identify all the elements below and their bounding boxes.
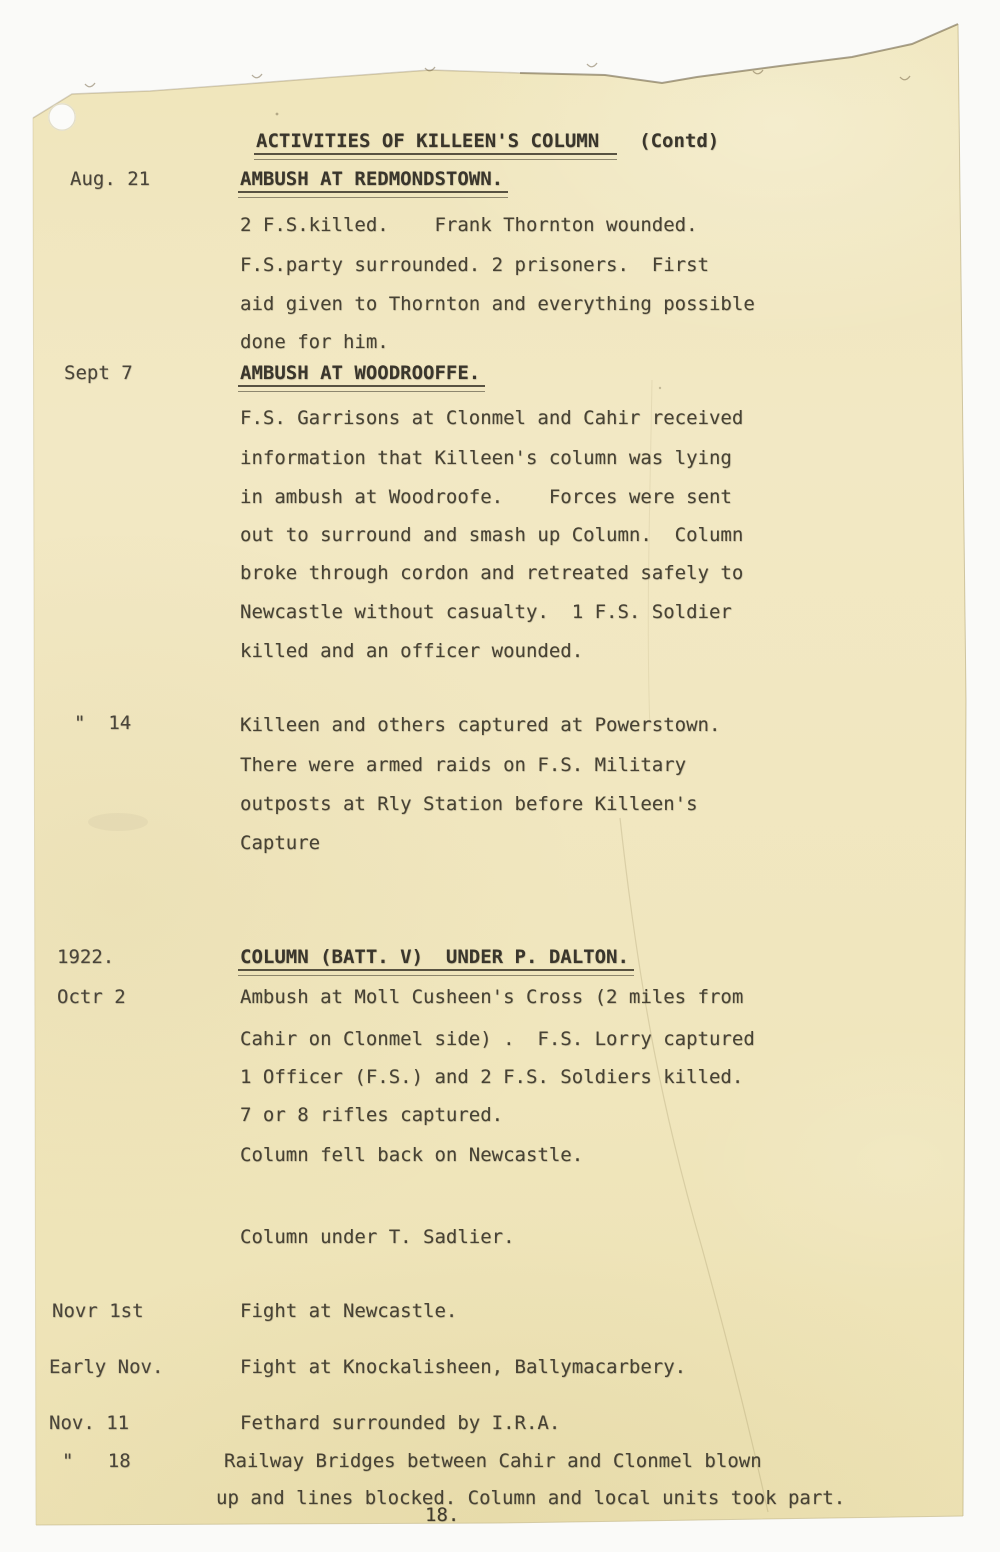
entry-date: Nov. 11 xyxy=(49,1412,130,1434)
entry-line: in ambush at Woodroofe. Forces were sent xyxy=(240,486,732,508)
entry-line: Fight at Newcastle. xyxy=(240,1300,458,1322)
entry-line: broke through cordon and retreated safely to xyxy=(240,562,744,584)
entry-line: F.S. Garrisons at Clonmel and Cahir received xyxy=(240,407,744,429)
entry-line: Capture xyxy=(240,832,321,854)
entry-date: Early Nov. xyxy=(49,1356,164,1378)
entry-line: Column under T. Sadlier. xyxy=(240,1226,515,1248)
page-number: 18. xyxy=(425,1504,460,1526)
entry-line: outposts at Rly Station before Killeen's xyxy=(240,793,698,815)
entry-line: 1 Officer (F.S.) and 2 F.S. Soldiers killed. xyxy=(240,1066,744,1088)
entry-year: 1922. xyxy=(57,946,115,968)
document-title-suffix: (Contd) xyxy=(639,130,720,152)
entry-line: Ambush at Moll Cusheen's Cross (2 miles from xyxy=(240,986,744,1008)
entry-line: There were armed raids on F.S. Military xyxy=(240,754,687,776)
entry-line: information that Killeen's column was lying xyxy=(240,447,732,469)
section-heading: AMBUSH AT REDMONDSTOWN. xyxy=(240,168,504,190)
entry-line: Fethard surrounded by I.R.A. xyxy=(240,1412,561,1434)
entry-date: " 18 xyxy=(62,1450,131,1472)
document-title-text: ACTIVITIES OF KILLEEN'S COLUMN xyxy=(256,130,600,152)
entry-line: killed and an officer wounded. xyxy=(240,640,584,662)
entry-line: Killeen and others captured at Powerstown. xyxy=(240,714,721,736)
entry-date: Novr 1st xyxy=(52,1300,144,1322)
document-title xyxy=(256,130,719,152)
entry-date: " 14 xyxy=(74,712,132,734)
entry-line: 7 or 8 rifles captured. xyxy=(240,1104,504,1126)
entry-date: Octr 2 xyxy=(57,986,126,1008)
entry-line: out to surround and smash up Column. Column xyxy=(240,524,744,546)
entry-date: Aug. 21 xyxy=(70,168,151,190)
entry-line: Newcastle without casualty. 1 F.S. Soldier xyxy=(240,601,732,623)
entry-line: Fight at Knockalisheen, Ballymacarbery. xyxy=(240,1356,687,1378)
entry-line: 2 F.S.killed. Frank Thornton wounded. xyxy=(240,214,698,236)
entry-line: aid given to Thornton and everything possible xyxy=(240,293,755,315)
entry-date: Sept 7 xyxy=(64,362,133,384)
entry-line: Railway Bridges between Cahir and Clonmel blown xyxy=(224,1450,762,1472)
entry-line: Cahir on Clonmel side) . F.S. Lorry captured xyxy=(240,1028,755,1050)
entry-line: up and lines blocked. Column and local units took part. xyxy=(216,1487,846,1509)
section-heading: AMBUSH AT WOODROOFFE. xyxy=(240,362,481,384)
entry-line: F.S.party surrounded. 2 prisoners. First xyxy=(240,254,709,276)
entry-line: done for him. xyxy=(240,331,389,353)
entry-line: Column fell back on Newcastle. xyxy=(240,1144,584,1166)
section-heading: COLUMN (BATT. V) UNDER P. DALTON. xyxy=(240,946,629,968)
